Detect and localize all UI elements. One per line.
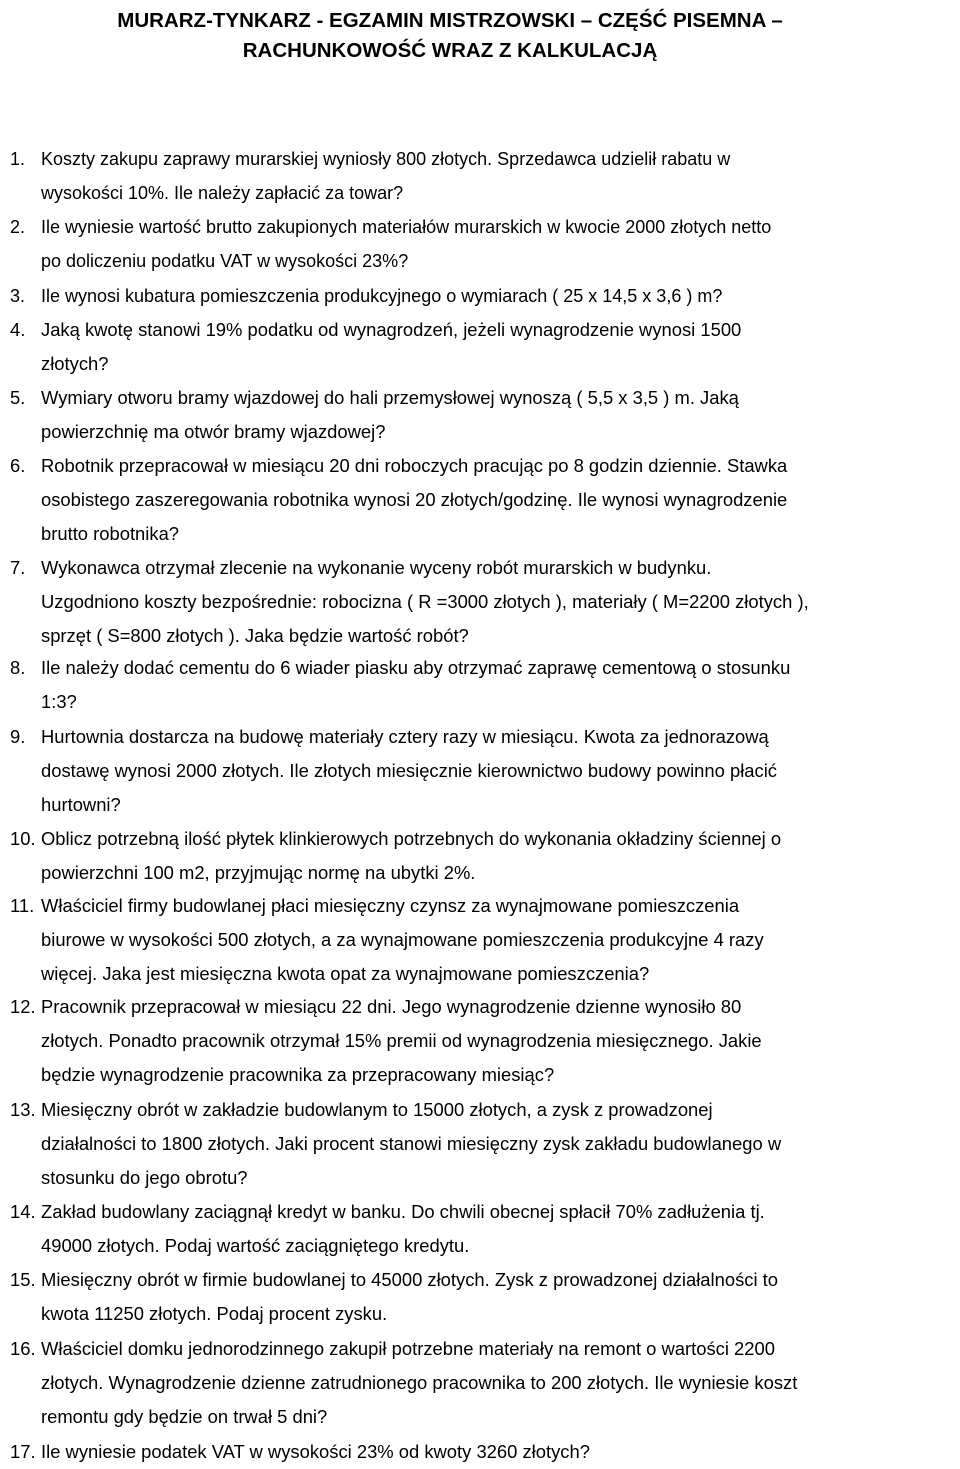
question-number: 11. <box>10 895 35 916</box>
question-text-line: Ile należy dodać cementu do 6 wiader piasku aby otrzymać zaprawę cementową o stosunku <box>41 657 791 678</box>
question-item <box>0 720 960 823</box>
question-item <box>0 1263 960 1331</box>
question-text-line: Jaką kwotę stanowi 19% podatku od wynagrodzeń, jeżeli wynagrodzenie wynosi 1500 <box>41 319 742 340</box>
question-item <box>0 1435 960 1469</box>
question-text-line: Miesięczny obrót w firmie budowlanej to 45000 złotych. Zysk z prowadzonej działalności to <box>41 1269 778 1290</box>
question-text <box>41 1195 959 1263</box>
question-item <box>0 889 960 992</box>
question-number: 1. <box>10 149 26 169</box>
question-number: 10. <box>10 828 36 849</box>
question-number: 2. <box>10 217 26 237</box>
question-text-line: Zakład budowlany zaciągnął kredyt w banku. Do chwili obecnej spłacił 70% zadłużenia tj. <box>41 1201 765 1222</box>
question-number: 9. <box>10 726 26 747</box>
question-text <box>41 1332 959 1435</box>
question-text-line: działalności to 1800 złotych. Jaki procent stanowi miesięczny zysk zakładu budowlanego w <box>41 1133 782 1155</box>
question-item <box>0 651 960 719</box>
question-text-line: remontu gdy będzie on trwał 5 dni? <box>41 1406 328 1428</box>
question-text <box>41 142 959 210</box>
question-text-line: Właściciel firmy budowlanej płaci miesięczny czynsz za wynajmowane pomieszczenia <box>41 895 740 916</box>
question-text-line: będzie wynagrodzenie pracownika za przepracowany miesiąc? <box>41 1064 555 1086</box>
question-text-line: dostawę wynosi 2000 złotych. Ile złotych miesięcznie kierownictwo budowy powinno płacić <box>41 760 777 782</box>
question-item <box>0 313 960 381</box>
question-text-line: Ile wyniesie wartość brutto zakupionych materiałów murarskich w kwocie 2000 złotych netto <box>41 217 772 237</box>
question-number: 6. <box>10 455 26 476</box>
question-number: 17. <box>10 1441 36 1462</box>
question-text-line: Uzgodniono koszty bezpośrednie: robocizna ( R =3000 złotych ), materiały ( M=2200 złotych ), <box>41 591 809 613</box>
question-text-line: Miesięczny obrót w zakładzie budowlanym to 15000 złotych, a zysk z prowadzonej <box>41 1099 713 1120</box>
question-text <box>41 210 959 278</box>
question-text <box>41 889 959 992</box>
question-number: 3. <box>10 286 26 306</box>
question-text <box>41 990 959 1093</box>
question-text-line: więcej. Jaka jest miesięczna kwota opat za wynajmowane pomieszczenia? <box>41 963 650 985</box>
question-item <box>0 449 960 552</box>
page-title-line-2: RACHUNKOWOŚĆ WRAZ Z KALKULACJĄ <box>242 39 658 62</box>
question-text-line: osobistego zaszeregowania robotnika wynosi 20 złotych/godzinę. Ile wynosi wynagrodzenie <box>41 489 788 511</box>
question-text-line: złotych? <box>41 353 109 375</box>
question-text <box>41 651 959 719</box>
question-text <box>41 551 959 654</box>
question-item <box>0 210 960 278</box>
question-text-line: powierzchnię ma otwór bramy wjazdowej? <box>41 421 386 443</box>
question-item <box>0 1195 960 1263</box>
question-text <box>41 449 959 552</box>
question-text-line: Oblicz potrzebną ilość płytek klinkierowych potrzebnych do wykonania okładziny ściennej o <box>41 828 782 849</box>
question-text-line: Koszty zakupu zaprawy murarskiej wyniosły 800 złotych. Sprzedawca udzielił rabatu w <box>41 149 731 169</box>
question-text-line: 49000 złotych. Podaj wartość zaciągniętego kredytu. <box>41 1235 470 1257</box>
question-number: 14. <box>10 1201 36 1222</box>
question-text-line: hurtowni? <box>41 794 121 816</box>
question-number: 16. <box>10 1338 36 1359</box>
question-text-line: stosunku do jego obrotu? <box>41 1167 248 1189</box>
question-text <box>41 381 959 449</box>
question-text-line: Właściciel domku jednorodzinnego zakupił potrzebne materiały na remont o wartości 2200 <box>41 1338 775 1359</box>
question-number: 7. <box>10 557 26 578</box>
question-text-line: wysokości 10%. Ile należy zapłacić za towar? <box>41 183 404 204</box>
question-text <box>41 1263 959 1331</box>
question-number: 12. <box>10 996 36 1017</box>
question-item <box>0 381 960 449</box>
question-text-line: powierzchni 100 m2, przyjmując normę na ubytki 2%. <box>41 862 476 884</box>
question-item <box>0 551 960 654</box>
question-text <box>41 822 959 890</box>
question-text-line: Wykonawca otrzymał zlecenie na wykonanie wyceny robót murarskich w budynku. <box>41 557 712 578</box>
question-text <box>41 279 959 313</box>
question-item <box>0 990 960 1093</box>
page-title-line-1: MURARZ-TYNKARZ - EGZAMIN MISTRZOWSKI – CZĘŚĆ PISEMNA – <box>117 9 783 32</box>
question-text-line: Ile wynosi kubatura pomieszczenia produkcyjnego o wymiarach ( 25 x 14,5 x 3,6 ) m? <box>41 286 723 306</box>
question-item <box>0 142 960 210</box>
question-number: 4. <box>10 319 26 340</box>
question-item <box>0 1332 960 1435</box>
question-text-line: sprzęt ( S=800 złotych ). Jaka będzie wartość robót? <box>41 625 469 647</box>
question-text-line: złotych. Ponadto pracownik otrzymał 15% premii od wynagrodzenia miesięcznego. Jakie <box>41 1030 762 1052</box>
question-text-line: biurowe w wysokości 500 złotych, a za wynajmowane pomieszczenia produkcyjne 4 razy <box>41 929 764 951</box>
question-text <box>41 313 959 381</box>
question-number: 8. <box>10 657 26 678</box>
question-text-line: kwota 11250 złotych. Podaj procent zysku. <box>41 1303 388 1325</box>
question-text-line: Robotnik przepracował w miesiącu 20 dni roboczych pracując po 8 godzin dziennie. Stawka <box>41 455 788 476</box>
question-text-line: Wymiary otworu bramy wjazdowej do hali przemysłowej wynoszą ( 5,5 x 3,5 ) m. Jaką <box>41 387 739 408</box>
question-text-line: Ile wyniesie podatek VAT w wysokości 23% od kwoty 3260 złotych? <box>41 1441 590 1462</box>
page-title <box>50 6 850 66</box>
question-text-line: złotych. Wynagrodzenie dzienne zatrudnionego pracownika to 200 złotych. Ile wyniesie koszt <box>41 1372 798 1394</box>
question-text <box>41 1093 959 1196</box>
question-text-line: po doliczeniu podatku VAT w wysokości 23%? <box>41 251 409 272</box>
question-number: 5. <box>10 387 26 408</box>
question-text-line: brutto robotnika? <box>41 523 180 545</box>
question-text <box>41 1435 959 1469</box>
question-text-line: Pracownik przepracował w miesiącu 22 dni. Jego wynagrodzenie dzienne wynosiło 80 <box>41 996 742 1017</box>
question-text <box>41 720 959 823</box>
question-item <box>0 1093 960 1196</box>
question-item <box>0 279 960 313</box>
question-item <box>0 822 960 890</box>
question-text-line: 1:3? <box>41 691 77 713</box>
question-number: 13. <box>10 1099 36 1120</box>
question-text-line: Hurtownia dostarcza na budowę materiały cztery razy w miesiącu. Kwota za jednorazową <box>41 726 769 747</box>
question-number: 15. <box>10 1269 36 1290</box>
